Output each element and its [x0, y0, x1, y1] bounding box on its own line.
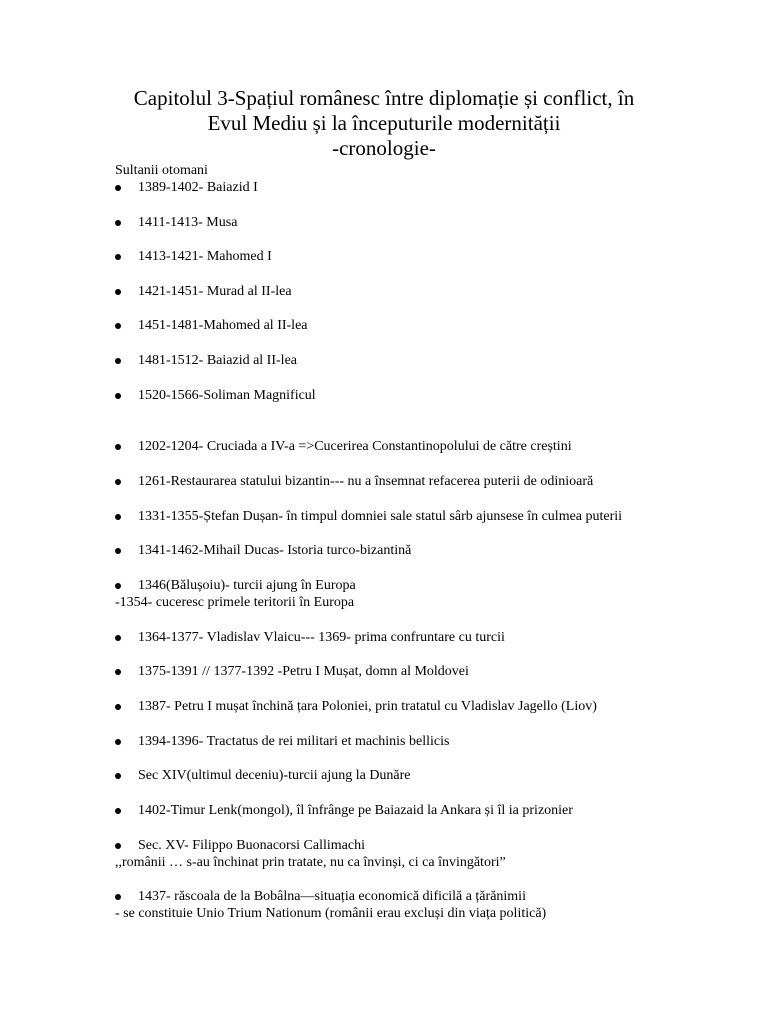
- bullet-icon: [115, 323, 121, 329]
- list-item-text: 1387- Petru I mușat închină țara Poloniei, prin tratatul cu Vladislav Jagello (Liov): [138, 699, 597, 714]
- bullet-icon: [115, 479, 121, 485]
- list-item-text: 1413-1421- Mahomed I: [138, 249, 272, 264]
- bullet-icon: [115, 254, 121, 260]
- title-line-3: -cronologie-: [332, 136, 436, 160]
- bullet-icon: [115, 635, 121, 641]
- list-item-text: 1421-1451- Murad al II-lea: [138, 284, 292, 299]
- list-item-text: 1261-Restaurarea statului bizantin--- nu a însemnat refacerea puterii de odinioară: [138, 474, 594, 489]
- list-item-text: 1389-1402- Baiazid I: [138, 180, 258, 195]
- list-item-text: 1375-1391 // 1377-1392 -Petru I Mușat, domn al Moldovei: [138, 664, 469, 679]
- list-item-text: 1364-1377- Vladislav Vlaicu--- 1369- prima confruntare cu turcii: [138, 630, 505, 645]
- bullet-icon: [115, 808, 121, 814]
- list-item-text: 1202-1204- Cruciada a IV-a =>Cucerirea Constantinopolului de către creștini: [138, 439, 572, 454]
- bullet-icon: [115, 583, 121, 589]
- list-item-text: Sec XIV(ultimul deceniu)-turcii ajung la Dunăre: [138, 768, 411, 783]
- title-line-1: Capitolul 3-Spațiul românesc între diplomație și conflict, în: [133, 86, 635, 110]
- bullet-icon: [115, 514, 121, 520]
- list-item-text: 1402-Timur Lenk(mongol), îl înfrânge pe Baiazaid la Ankara și îl ia prizonier: [138, 803, 573, 818]
- list-item-text: 1451-1481-Mahomed al II-lea: [138, 318, 308, 333]
- list-item-text: 1411-1413- Musa: [138, 215, 238, 230]
- bullet-icon: [115, 894, 121, 900]
- chapter-title: [0, 86, 768, 161]
- list-item-text: 1346(Bălușoiu)- turcii ajung în Europa: [138, 578, 356, 593]
- bullet-icon: [115, 220, 121, 226]
- list-item-text: 1394-1396- Tractatus de rei militari et machinis bellicis: [138, 734, 450, 749]
- bullet-icon: [115, 444, 121, 450]
- list-item-continuation: ,,românii … s-au închinat prin tratate, nu ca învinși, ci ca învingători”: [115, 855, 506, 870]
- bullet-icon: [115, 185, 121, 191]
- bullet-icon: [115, 393, 121, 399]
- bullet-icon: [115, 704, 121, 710]
- list-item-text: 1341-1462-Mihail Ducas- Istoria turco-bizantină: [138, 543, 412, 558]
- section-label: Sultanii otomani: [115, 163, 208, 178]
- bullet-icon: [115, 843, 121, 849]
- list-item-text: 1331-1355-Ștefan Dușan- în timpul domniei sale statul sârb ajunsese în culmea puterii: [138, 509, 623, 524]
- list-item-text: 1437- răscoala de la Bobâlna—situația economică dificilă a țărănimii: [138, 889, 526, 904]
- bullet-icon: [115, 289, 121, 295]
- bullet-icon: [115, 773, 121, 779]
- list-item-continuation: - se constituie Unio Trium Nationum (românii erau excluși din viața politică): [115, 906, 547, 921]
- list-item-text: 1520-1566-Soliman Magnificul: [138, 388, 316, 403]
- title-line-2: Evul Mediu și la începuturile modernității: [207, 111, 561, 135]
- list-item-continuation: -1354- cuceresc primele teritorii în Europa: [115, 595, 355, 610]
- bullet-icon: [115, 739, 121, 745]
- bullet-icon: [115, 358, 121, 364]
- bullet-icon: [115, 548, 121, 554]
- bullet-icon: [115, 669, 121, 675]
- list-item-text: Sec. XV- Filippo Buonacorsi Callimachi: [138, 838, 365, 853]
- list-item-text: 1481-1512- Baiazid al II-lea: [138, 353, 297, 368]
